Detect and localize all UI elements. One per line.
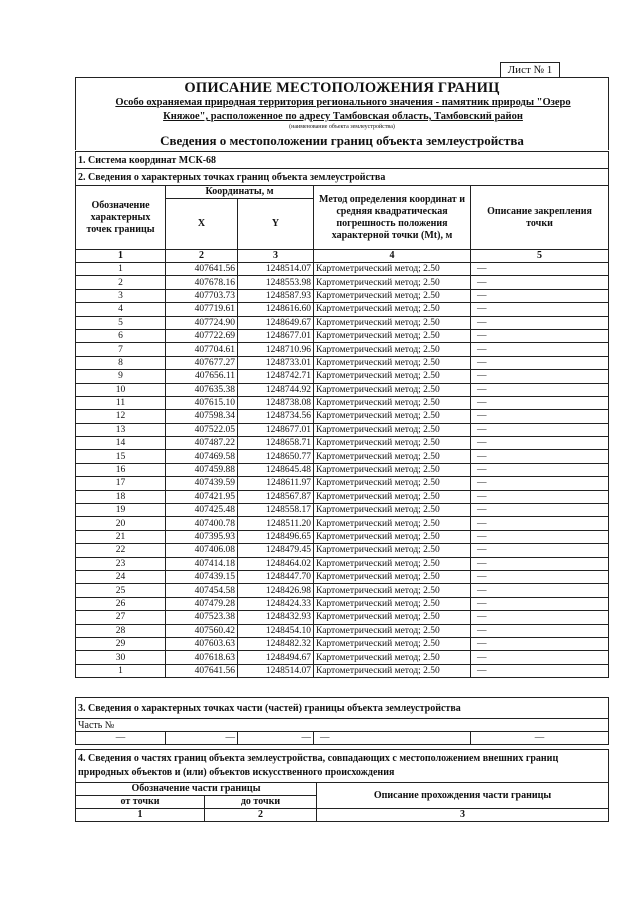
coord-y: 1248514.07: [238, 263, 314, 276]
coord-y: 1248587.93: [238, 289, 314, 302]
fixing-value: —: [471, 664, 609, 677]
coord-y: 1248645.48: [238, 463, 314, 476]
col-number-5: 5: [471, 250, 609, 263]
fixing-value: —: [471, 477, 609, 490]
object-name-line2: Княжое", расположенное по адресу Тамбовская область, Тамбовский район: [163, 111, 523, 122]
s4-col-1: 1: [76, 809, 205, 822]
coord-y: 1248479.45: [238, 544, 314, 557]
coord-x: 407400.78: [166, 517, 238, 530]
section-title: Сведения о местоположении границ объекта землеустройства: [160, 133, 524, 148]
coord-y: 1248511.20: [238, 517, 314, 530]
method-value: Картометрический метод; 2.50: [314, 651, 471, 664]
coord-y: 1248658.71: [238, 437, 314, 450]
table-row: [76, 276, 609, 289]
method-value: Картометрический метод; 2.50: [314, 570, 471, 583]
table-row: [76, 557, 609, 570]
fixing-value: —: [471, 303, 609, 316]
fixing-value: —: [471, 463, 609, 476]
coord-x: 407724.90: [166, 316, 238, 329]
coord-x: 407598.34: [166, 410, 238, 423]
point-number: 27: [76, 611, 166, 624]
table-row: [76, 463, 609, 476]
fixing-value: —: [471, 544, 609, 557]
method-value: Картометрический метод; 2.50: [314, 343, 471, 356]
header-designation: Обозначение части границы: [76, 783, 317, 796]
fixing-value: —: [471, 490, 609, 503]
table-row: [76, 289, 609, 302]
coord-x: 407469.58: [166, 450, 238, 463]
fixing-value: —: [471, 624, 609, 637]
section-3-table: [75, 697, 609, 745]
table-row: [76, 343, 609, 356]
method-value: Картометрический метод; 2.50: [314, 477, 471, 490]
coord-x: 407522.05: [166, 423, 238, 436]
fixing-value: —: [471, 437, 609, 450]
coord-y: 1248496.65: [238, 530, 314, 543]
method-value: Картометрический метод; 2.50: [314, 423, 471, 436]
section-4-table: [75, 749, 609, 822]
part-cell-3: —: [238, 732, 314, 745]
method-value: Картометрический метод; 2.50: [314, 329, 471, 342]
table-row: [76, 356, 609, 369]
boundary-points-table: [75, 151, 609, 678]
coord-y: 1248616.60: [238, 303, 314, 316]
table-row: [76, 370, 609, 383]
col-number-1: 1: [76, 250, 166, 263]
coord-x: 407421.95: [166, 490, 238, 503]
s4-col-2: 2: [205, 809, 317, 822]
method-value: Картометрический метод; 2.50: [314, 463, 471, 476]
method-value: Картометрический метод; 2.50: [314, 597, 471, 610]
part-cell-5: —: [471, 732, 609, 745]
method-value: Картометрический метод; 2.50: [314, 530, 471, 543]
point-number: 1: [76, 664, 166, 677]
table-row: [76, 329, 609, 342]
point-number: 6: [76, 329, 166, 342]
table-row: [76, 611, 609, 624]
table-row: [76, 517, 609, 530]
table-row: [76, 584, 609, 597]
header-method: Метод определения координат и средняя квадратическая погрешность положения характерной точки (Мt), м: [314, 186, 471, 250]
table-row: [76, 544, 609, 557]
coord-x: 407454.58: [166, 584, 238, 597]
point-number: 12: [76, 410, 166, 423]
part-cell-4: —: [314, 732, 471, 745]
table-row: [76, 410, 609, 423]
coord-x: 407615.10: [166, 396, 238, 409]
method-value: Картометрический метод; 2.50: [314, 557, 471, 570]
method-value: Картометрический метод; 2.50: [314, 383, 471, 396]
fixing-value: —: [471, 329, 609, 342]
fixing-value: —: [471, 597, 609, 610]
section-3-title: 3. Сведения о характерных точках части (частей) границы объекта землеустройства: [76, 698, 609, 719]
point-number: 20: [76, 517, 166, 530]
point-number: 30: [76, 651, 166, 664]
point-number: 22: [76, 544, 166, 557]
point-number: 9: [76, 370, 166, 383]
table-row: [76, 383, 609, 396]
method-value: Картометрический метод; 2.50: [314, 356, 471, 369]
point-number: 23: [76, 557, 166, 570]
header-from: от точки: [76, 796, 205, 809]
coord-x: 407414.18: [166, 557, 238, 570]
coord-x: 407618.63: [166, 651, 238, 664]
col-number-2: 2: [166, 250, 238, 263]
header-point-label: Обозначение характерных точек границы: [76, 186, 166, 250]
coord-y: 1248734.56: [238, 410, 314, 423]
coord-y: 1248424.33: [238, 597, 314, 610]
header-y: Y: [238, 199, 314, 250]
coord-y: 1248677.01: [238, 329, 314, 342]
coord-x: 407425.48: [166, 504, 238, 517]
fixing-value: —: [471, 410, 609, 423]
method-value: Картометрический метод; 2.50: [314, 370, 471, 383]
coord-y: 1248567.87: [238, 490, 314, 503]
fixing-value: —: [471, 570, 609, 583]
fixing-value: —: [471, 450, 609, 463]
fixing-value: —: [471, 584, 609, 597]
table-row: [76, 504, 609, 517]
fixing-value: —: [471, 651, 609, 664]
header-to: до точки: [205, 796, 317, 809]
point-number: 11: [76, 396, 166, 409]
fixing-value: —: [471, 289, 609, 302]
coord-x: 407439.15: [166, 570, 238, 583]
fixing-value: —: [471, 504, 609, 517]
section-3-part: Часть №: [76, 719, 609, 732]
coord-x: 407635.38: [166, 383, 238, 396]
method-value: Картометрический метод; 2.50: [314, 637, 471, 650]
coord-x: 407479.28: [166, 597, 238, 610]
fixing-value: —: [471, 557, 609, 570]
coord-y: 1248494.67: [238, 651, 314, 664]
coord-y: 1248649.67: [238, 316, 314, 329]
fixing-value: —: [471, 356, 609, 369]
coord-x: 407603.63: [166, 637, 238, 650]
table-row: [76, 624, 609, 637]
header-coords: Координаты, м: [166, 186, 314, 199]
fixing-value: —: [471, 530, 609, 543]
coord-x: 407459.88: [166, 463, 238, 476]
point-number: 10: [76, 383, 166, 396]
point-number: 2: [76, 276, 166, 289]
fixing-value: —: [471, 276, 609, 289]
point-number: 28: [76, 624, 166, 637]
point-number: 7: [76, 343, 166, 356]
coord-y: 1248733.01: [238, 356, 314, 369]
coord-x: 407487.22: [166, 437, 238, 450]
object-name-caption: (наименование объекта землеустройства): [289, 124, 395, 130]
coord-y: 1248454.10: [238, 624, 314, 637]
coord-x: 407641.56: [166, 664, 238, 677]
point-number: 29: [76, 637, 166, 650]
coord-x: 407560.42: [166, 624, 238, 637]
coord-x: 407656.11: [166, 370, 238, 383]
s4-col-3: 3: [317, 809, 609, 822]
method-value: Картометрический метод; 2.50: [314, 396, 471, 409]
coord-x: 407677.27: [166, 356, 238, 369]
table-row: [76, 651, 609, 664]
coord-y: 1248514.07: [238, 664, 314, 677]
header-description: Описание прохождения части границы: [317, 783, 609, 809]
coord-y: 1248464.02: [238, 557, 314, 570]
point-number: 15: [76, 450, 166, 463]
coord-y: 1248482.32: [238, 637, 314, 650]
coord-x: 407703.73: [166, 289, 238, 302]
table-row: [76, 423, 609, 436]
point-number: 14: [76, 437, 166, 450]
method-value: Картометрический метод; 2.50: [314, 584, 471, 597]
method-value: Картометрический метод; 2.50: [314, 450, 471, 463]
header-x: X: [166, 199, 238, 250]
table-row: [76, 450, 609, 463]
point-number: 24: [76, 570, 166, 583]
method-value: Картометрический метод; 2.50: [314, 544, 471, 557]
table-row: [76, 316, 609, 329]
coord-x: 407678.16: [166, 276, 238, 289]
coord-x: 407641.56: [166, 263, 238, 276]
point-number: 17: [76, 477, 166, 490]
table-row: [76, 530, 609, 543]
coord-x: 407704.61: [166, 343, 238, 356]
method-value: Картометрический метод; 2.50: [314, 664, 471, 677]
method-value: Картометрический метод; 2.50: [314, 437, 471, 450]
header-fixing: Описание закрепления точки: [471, 186, 609, 250]
point-number: 13: [76, 423, 166, 436]
coord-x: 407406.08: [166, 544, 238, 557]
point-number: 16: [76, 463, 166, 476]
point-number: 8: [76, 356, 166, 369]
coord-y: 1248447.70: [238, 570, 314, 583]
point-number: 26: [76, 597, 166, 610]
fixing-value: —: [471, 611, 609, 624]
table-row: [76, 437, 609, 450]
fixing-value: —: [471, 370, 609, 383]
section-4-title: 4. Сведения о частях границ объекта землеустройства, совпадающих с местоположением внешних границ природных объектов и (или) объектов искусственного происхождения: [76, 750, 609, 783]
col-number-3: 3: [238, 250, 314, 263]
method-value: Картометрический метод; 2.50: [314, 611, 471, 624]
method-value: Картометрический метод; 2.50: [314, 276, 471, 289]
coord-y: 1248677.01: [238, 423, 314, 436]
table-row: [76, 570, 609, 583]
table-row: [76, 490, 609, 503]
sheet-number: Лист № 1: [500, 62, 560, 78]
table-row: [76, 263, 609, 276]
point-number: 19: [76, 504, 166, 517]
point-number: 3: [76, 289, 166, 302]
part-cell-2: —: [166, 732, 238, 745]
point-number: 18: [76, 490, 166, 503]
section-1-coord-system: 1. Система координат МСК-68: [76, 152, 609, 169]
table-row: [76, 303, 609, 316]
table-row: [76, 664, 609, 677]
coord-y: 1248742.71: [238, 370, 314, 383]
coord-y: 1248611.97: [238, 477, 314, 490]
coord-y: 1248432.93: [238, 611, 314, 624]
coord-y: 1248426.98: [238, 584, 314, 597]
coord-y: 1248650.77: [238, 450, 314, 463]
part-cell-1: —: [76, 732, 166, 745]
coord-y: 1248558.17: [238, 504, 314, 517]
method-value: Картометрический метод; 2.50: [314, 490, 471, 503]
method-value: Картометрический метод; 2.50: [314, 303, 471, 316]
fixing-value: —: [471, 263, 609, 276]
fixing-value: —: [471, 423, 609, 436]
document-title: ОПИСАНИЕ МЕСТОПОЛОЖЕНИЯ ГРАНИЦ: [184, 80, 500, 96]
coord-x: 407722.69: [166, 329, 238, 342]
method-value: Картометрический метод; 2.50: [314, 316, 471, 329]
coord-y: 1248744.92: [238, 383, 314, 396]
col-number-4: 4: [314, 250, 471, 263]
coord-y: 1248710.96: [238, 343, 314, 356]
method-value: Картометрический метод; 2.50: [314, 289, 471, 302]
method-value: Картометрический метод; 2.50: [314, 504, 471, 517]
fixing-value: —: [471, 396, 609, 409]
coord-x: 407439.59: [166, 477, 238, 490]
coord-x: 407523.38: [166, 611, 238, 624]
fixing-value: —: [471, 316, 609, 329]
table-row: [76, 637, 609, 650]
coord-x: 407395.93: [166, 530, 238, 543]
object-name-line1: Особо охраняемая природная территория регионального значения - памятник природы "Озеро: [115, 97, 571, 108]
fixing-value: —: [471, 343, 609, 356]
point-number: 4: [76, 303, 166, 316]
table-row: [76, 597, 609, 610]
point-number: 5: [76, 316, 166, 329]
fixing-value: —: [471, 383, 609, 396]
table-row: [76, 396, 609, 409]
method-value: Картометрический метод; 2.50: [314, 517, 471, 530]
table-row: [76, 477, 609, 490]
coord-y: 1248553.98: [238, 276, 314, 289]
method-value: Картометрический метод; 2.50: [314, 410, 471, 423]
section-2-points: 2. Сведения о характерных точках границ объекта землеустройства: [76, 169, 609, 186]
method-value: Картометрический метод; 2.50: [314, 624, 471, 637]
point-number: 21: [76, 530, 166, 543]
method-value: Картометрический метод; 2.50: [314, 263, 471, 276]
point-number: 25: [76, 584, 166, 597]
coord-x: 407719.61: [166, 303, 238, 316]
fixing-value: —: [471, 637, 609, 650]
point-number: 1: [76, 263, 166, 276]
fixing-value: —: [471, 517, 609, 530]
coord-y: 1248738.08: [238, 396, 314, 409]
